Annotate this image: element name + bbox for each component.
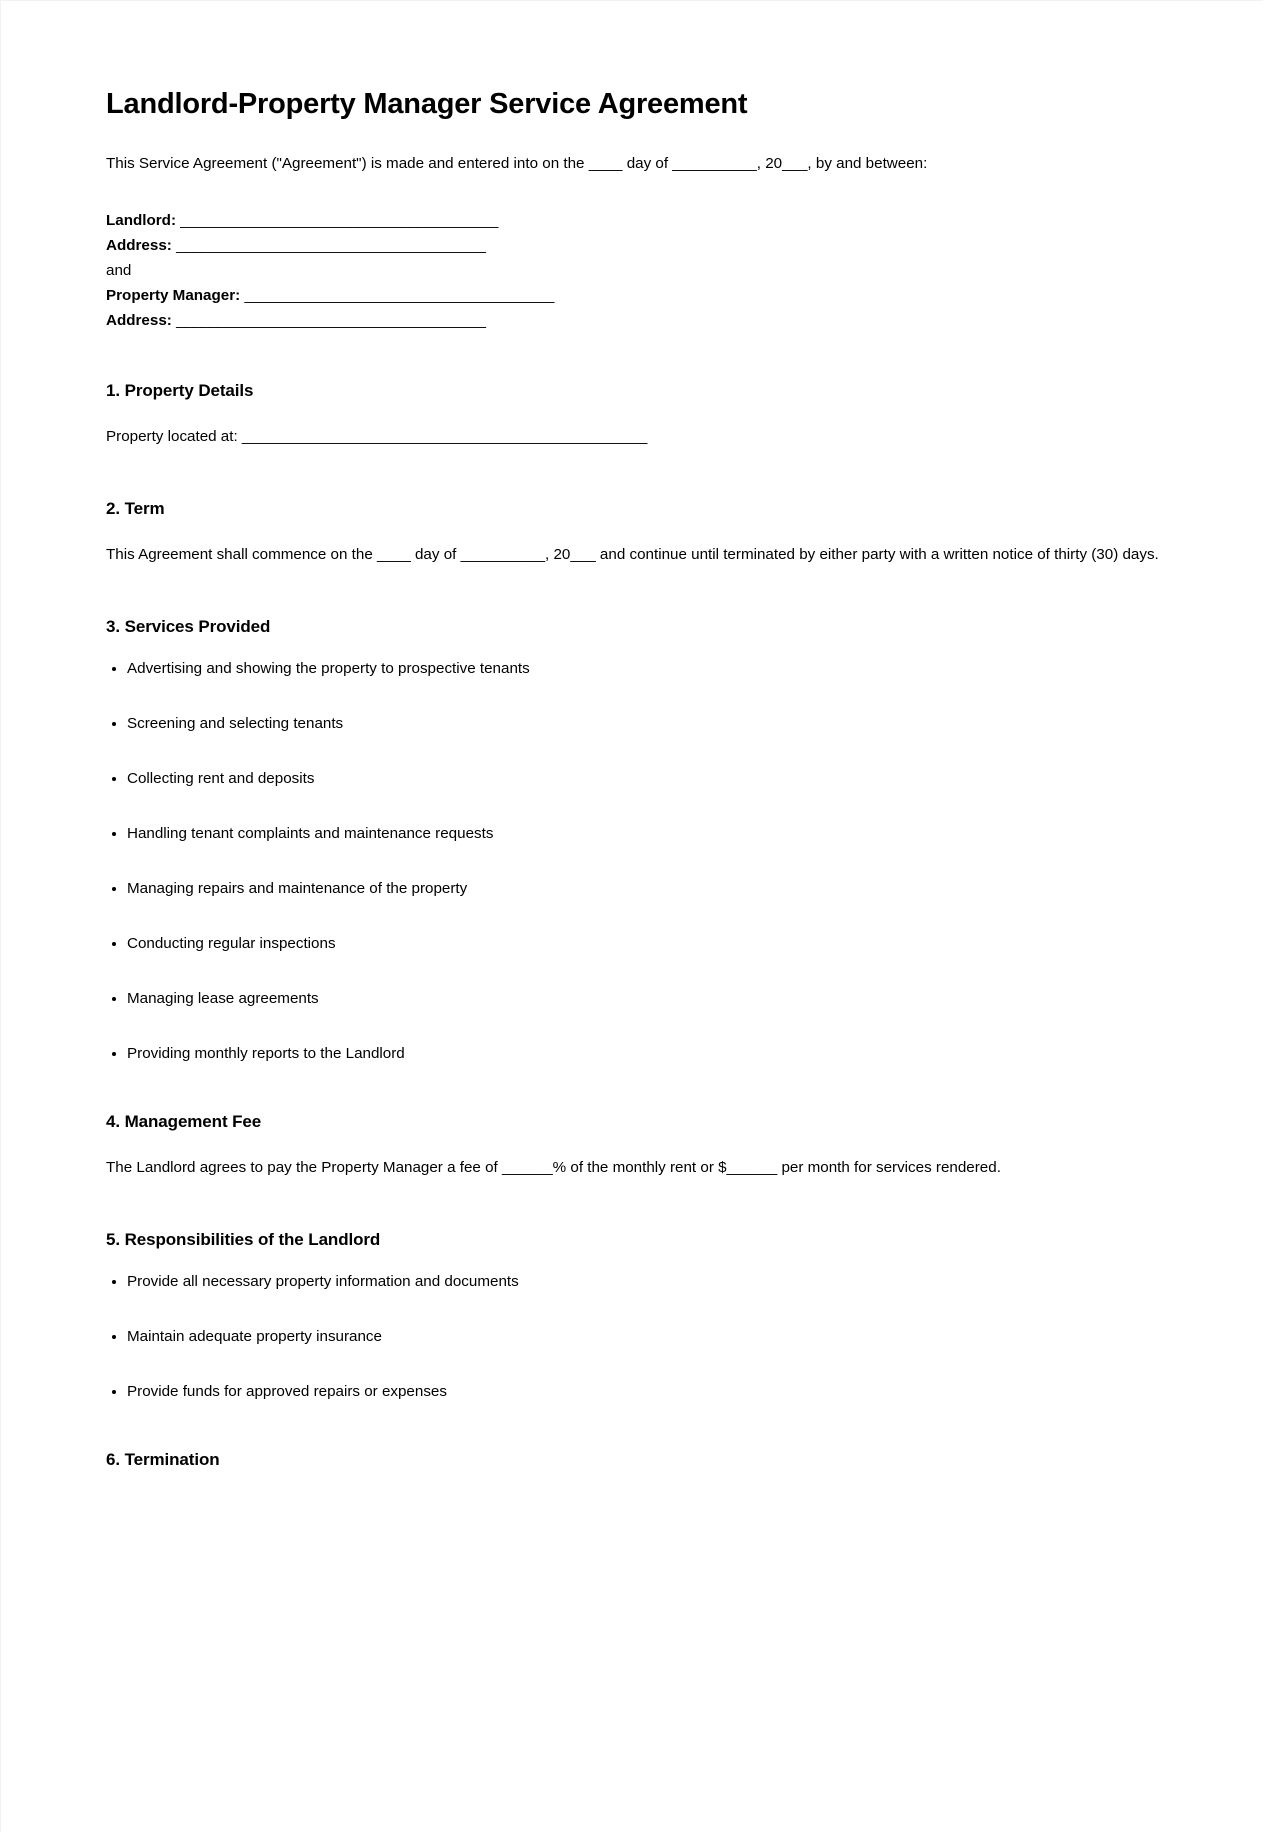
intro-paragraph: This Service Agreement ("Agreement") is made and entered into on the ____ day of __________, 20___, by and between:: [106, 154, 928, 172]
landlord-address-line: [106, 233, 1159, 258]
list-item: Conducting regular inspections: [106, 934, 1159, 954]
parties-block: [106, 208, 1159, 333]
landlord-address-label: Address:: [106, 236, 172, 254]
page-title: Landlord-Property Manager Service Agreement: [106, 88, 748, 120]
manager-address-label: Address:: [106, 311, 172, 329]
landlord-address-blank-field[interactable]: ______________________________________: [176, 236, 486, 254]
list-item: Screening and selecting tenants: [106, 714, 1159, 734]
property-manager-label: Property Manager:: [106, 286, 241, 304]
section-heading-termination: 6. Termination: [106, 1449, 220, 1469]
manager-address-line: [106, 308, 1159, 333]
section-heading-management-fee: 4. Management Fee: [106, 1111, 262, 1131]
section-heading-services-provided: 3. Services Provided: [106, 616, 271, 636]
section-body-term[interactable]: This Agreement shall commence on the ____ day of __________, 20___ and continue until terminated by either party with a written notice of thirty (30) days.: [106, 545, 1159, 563]
section-heading-landlord-responsibilities: 5. Responsibilities of the Landlord: [106, 1229, 381, 1249]
list-item: Managing lease agreements: [106, 989, 1159, 1009]
parties-conjunction: and: [106, 261, 132, 279]
list-item: Provide funds for approved repairs or expenses: [106, 1382, 1159, 1402]
landlord-line: [106, 208, 1159, 233]
landlord-label: Landlord:: [106, 211, 177, 229]
list-item: Provide all necessary property information and documents: [106, 1272, 1159, 1292]
list-item: Collecting rent and deposits: [106, 769, 1159, 789]
document-body: [1, 1, 1264, 1470]
services-provided-list: [106, 659, 1159, 1064]
property-manager-line: [106, 283, 1159, 308]
list-item: Handling tenant complaints and maintenance requests: [106, 824, 1159, 844]
section-heading-property-details: 1. Property Details: [106, 380, 254, 400]
list-item: Providing monthly reports to the Landlord: [106, 1044, 1159, 1064]
list-item: Managing repairs and maintenance of the property: [106, 879, 1159, 899]
manager-address-blank-field[interactable]: ______________________________________: [176, 311, 486, 329]
landlord-responsibilities-list: [106, 1272, 1159, 1402]
section-body-management-fee[interactable]: The Landlord agrees to pay the Property Manager a fee of ______% of the monthly rent or $______ per month for services rendered.: [106, 1158, 1001, 1176]
section-heading-term: 2. Term: [106, 498, 165, 518]
list-item: Advertising and showing the property to prospective tenants: [106, 659, 1159, 679]
list-item: Maintain adequate property insurance: [106, 1327, 1159, 1347]
property-manager-blank-field[interactable]: ______________________________________: [244, 286, 555, 304]
document-viewport[interactable]: [1, 1, 1264, 1469]
landlord-blank-field[interactable]: _______________________________________: [180, 211, 498, 229]
section-body-property-details[interactable]: Property located at: ________________________________________________: [106, 427, 648, 445]
